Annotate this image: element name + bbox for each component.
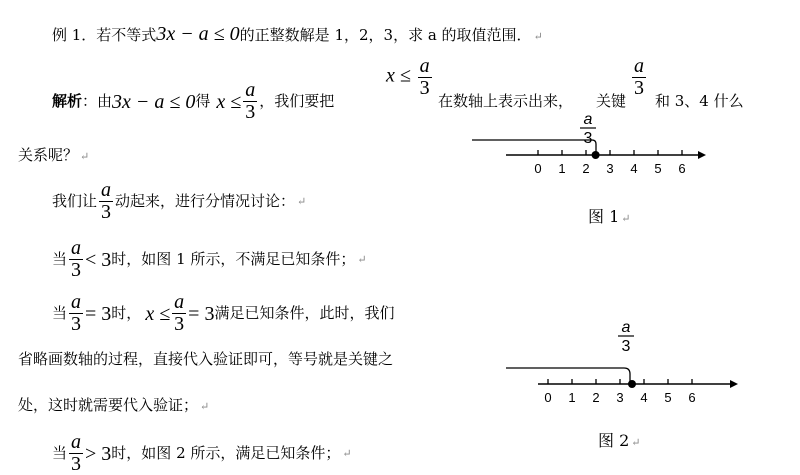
- analysis-text-a: ，我们要把: [259, 92, 335, 110]
- return-mark: ↵: [342, 447, 352, 460]
- floating-frac-keyword: [630, 56, 648, 99]
- analysis-expr: 3x − a ≤ 0: [112, 90, 196, 113]
- a-over-3-fraction: $\frac{a}{3}$: [101, 179, 112, 223]
- tick-label: 4: [630, 161, 638, 176]
- case-2-line3: 处，这时就需要代入验证； ↵: [18, 396, 210, 414]
- a-over-3-fraction: $\frac{a}{3}$: [245, 79, 256, 123]
- tick-label: 1: [558, 161, 566, 176]
- analysis-label: 解析: [52, 92, 83, 110]
- example-title-line: [52, 24, 543, 44]
- number-line-figure-2: [502, 318, 742, 413]
- fig2-bracket-line: [506, 368, 630, 384]
- fig2-label-den: 3: [621, 338, 631, 355]
- a-over-3-fraction: $\frac{a}{3}$: [71, 291, 82, 335]
- tick-label: 1: [568, 390, 576, 405]
- inequality-expr: 3x − a ≤ 0: [156, 23, 240, 45]
- tick-label: 4: [640, 390, 648, 405]
- example-prefix: 例 1．若不等式: [52, 26, 157, 44]
- fig1-label-den: 3: [583, 130, 593, 147]
- tick-label: 5: [654, 161, 662, 176]
- tick-label: 3: [606, 161, 614, 176]
- analysis-text-d: 和 3、4 什么: [655, 92, 744, 110]
- analysis-cont: 关系呢？ ↵: [18, 146, 90, 164]
- case3-relation: > 3: [85, 442, 112, 465]
- return-mark: ↵: [631, 436, 641, 449]
- floating-x-le-frac: [386, 56, 434, 99]
- case2-relation: = 3: [85, 302, 112, 325]
- fig2-point: [628, 380, 636, 388]
- return-mark: ↵: [200, 400, 210, 413]
- tick-label: 2: [582, 161, 590, 176]
- tick-label: 6: [688, 390, 696, 405]
- analysis-x-le: x ≤: [216, 90, 242, 113]
- analysis-keyword: [596, 94, 626, 109]
- tick-label: 5: [664, 390, 672, 405]
- para2: 我们让 $\frac{a}{3}$ 动起来，进行分情况讨论： ↵: [52, 179, 307, 223]
- analysis-colon: ：由: [82, 92, 113, 110]
- analysis-line: [52, 80, 334, 123]
- case2-eq: = 3: [188, 302, 215, 325]
- a-over-3-fraction: $\frac{a}{3}$: [71, 237, 82, 281]
- analysis-line-rest: [438, 94, 573, 109]
- tick-label: 0: [544, 390, 552, 405]
- fig1-label-num: a: [583, 111, 593, 128]
- fig1-caption: 图 1 ↵: [588, 207, 631, 226]
- case-1: 当 $\frac{a}{3}$ < 3 时，如图 1 所示，不满足已知条件； ↵: [52, 237, 367, 281]
- case-2-line2: 省略画数轴的过程，直接代入验证即可，等号就是关键之: [18, 350, 394, 368]
- a-over-3-fraction: $\frac{a}{3}$: [71, 431, 82, 475]
- case-3: 当 $\frac{a}{3}$ > 3 时，如图 2 所示，满足已知条件； ↵: [52, 431, 352, 475]
- analysis-keyword-2: [655, 94, 744, 109]
- fig2-label-num: a: [621, 319, 631, 336]
- fig1-point: [592, 151, 600, 159]
- fig1-arrow: [698, 151, 706, 159]
- analysis-de: 得: [195, 92, 211, 110]
- fig2-caption: 图 2 ↵: [598, 431, 641, 450]
- fig2-arrow: [730, 380, 738, 388]
- analysis-text-b: 在数轴上表示出来，: [438, 92, 574, 110]
- a-over-3-fraction: $\frac{a}{3}$: [419, 55, 430, 99]
- tick-label: 6: [678, 161, 686, 176]
- a-over-3-fraction: $\frac{a}{3}$: [174, 291, 185, 335]
- case2-x-le: x ≤: [145, 302, 171, 325]
- return-mark: ↵: [357, 253, 367, 266]
- a-over-3-fraction: $\frac{a}{3}$: [634, 55, 644, 99]
- case-2: 当 $\frac{a}{3}$ = 3 时， x ≤ $\frac{a}{3}$ = 3 满足已知条件，此时，我们: [52, 291, 395, 335]
- analysis-text-c: 关键: [596, 92, 627, 110]
- return-mark: ↵: [533, 30, 543, 43]
- tick-label: 3: [616, 390, 624, 405]
- example-suffix: 的正整数解是 1，2，3，求 a 的取值范围．: [239, 26, 532, 44]
- case1-relation: < 3: [85, 248, 112, 271]
- return-mark: ↵: [297, 195, 307, 208]
- tick-label: 0: [534, 161, 542, 176]
- return-mark: ↵: [621, 212, 631, 225]
- return-mark: ↵: [80, 150, 90, 163]
- x-le-symbol: x ≤: [386, 64, 411, 87]
- tick-label: 2: [592, 390, 600, 405]
- number-line-figure-1: [470, 110, 710, 205]
